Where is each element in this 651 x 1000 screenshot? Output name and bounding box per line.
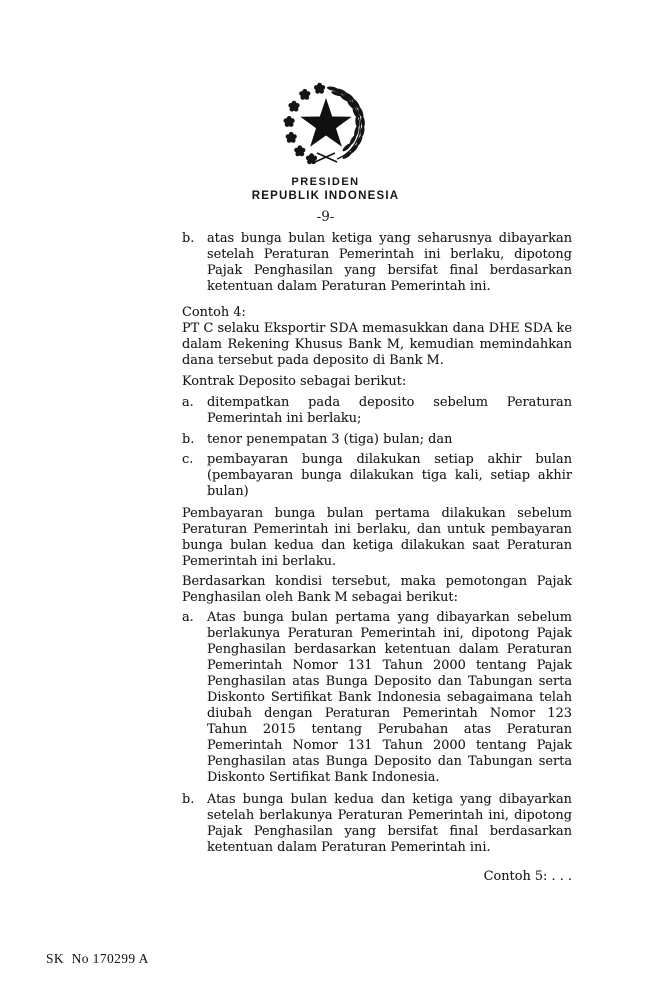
list-item — [182, 792, 572, 856]
list-item-marker: b. — [182, 432, 195, 447]
continuation-marker: Contoh 5: . . . — [483, 869, 572, 884]
example-text: PT C selaku Eksportir SDA memasukkan dana DHE SDA ke dalam Rekening Khusus Bank M, kemudian memindahkan dana tersebut pada deposito di Bank M. — [182, 321, 572, 368]
example-label: Contoh 4: — [182, 305, 246, 320]
list-item-marker: b. — [182, 231, 195, 246]
contract-intro: Kontrak Deposito sebagai berikut: — [182, 374, 407, 389]
list-item — [182, 610, 572, 786]
list-item-marker: b. — [182, 792, 195, 807]
list-item-text: Atas bunga bulan pertama yang dibayarkan sebelum berlakunya Peraturan Pemerintah ini, dipotong Pajak Penghasilan berdasarkan ketentuan dalam Peraturan Pemerintah Nomor 131 Tahun 2000 tentang Pajak Penghasilan atas Bunga Deposito dan Tabungan serta Diskonto Sertifikat Bank Indonesia sebagaimana telah diubah dengan Peraturan Pemerintah Nomor 123 Tahun 2015 tentang Perubahan atas Peraturan Pemerintah Nomor 131 Tahun 2000 tentang Pajak Penghasilan atas Bunga Deposito dan Tabungan serta Diskonto Sertifikat Bank Indonesia. — [207, 610, 572, 785]
list-item-marker: c. — [182, 452, 194, 467]
list-item-text: Atas bunga bulan kedua dan ketiga yang dibayarkan setelah berlakunya Peraturan Pemerintah ini, dipotong Pajak Penghasilan yang bersifat final berdasarkan ketentuan dalam Peraturan Pemerintah ini. — [207, 792, 572, 855]
example-4-block — [182, 305, 572, 369]
list-item — [182, 432, 572, 448]
list-item-marker: a. — [182, 610, 194, 625]
letterhead — [0, 176, 651, 203]
letterhead-line2: REPUBLIK INDONESIA — [251, 190, 400, 202]
list-item-text: atas bunga bulan ketiga yang seharusnya dibayarkan setelah Peraturan Pemerintah ini berlaku, dipotong Pajak Penghasilan yang bersifat final berdasarkan ketentuan dalam Peraturan Pemerintah ini. — [207, 231, 572, 294]
page-number: -9- — [316, 209, 335, 225]
list-item-marker: a. — [182, 395, 194, 410]
document-code: SK No 170299 A — [46, 951, 149, 966]
assessment-intro: Berdasarkan kondisi tersebut, maka pemotongan Pajak Penghasilan oleh Bank M sebagai berikut: — [182, 574, 572, 605]
list-item-text: pembayaran bunga dilakukan setiap akhir bulan (pembayaran bunga dilakukan tiga kali, setiap akhir bulan) — [207, 452, 572, 499]
letterhead-line1: PRESIDEN — [291, 176, 360, 188]
list-item — [182, 452, 572, 500]
presidential-seal-icon — [276, 82, 376, 168]
document-body — [182, 231, 572, 885]
list-item-text: tenor penempatan 3 (tiga) bulan; dan — [207, 432, 453, 447]
payment-note: Pembayaran bunga bulan pertama dilakukan sebelum Peraturan Pemerintah ini berlaku, dan untuk pembayaran bunga bulan kedua dan ketiga dilakukan saat Peraturan Pemerintah ini berlaku. — [182, 506, 572, 569]
list-item — [182, 231, 572, 295]
list-item — [182, 395, 572, 427]
list-item-text: ditempatkan pada deposito sebelum Peraturan Pemerintah ini berlaku; — [207, 395, 572, 426]
